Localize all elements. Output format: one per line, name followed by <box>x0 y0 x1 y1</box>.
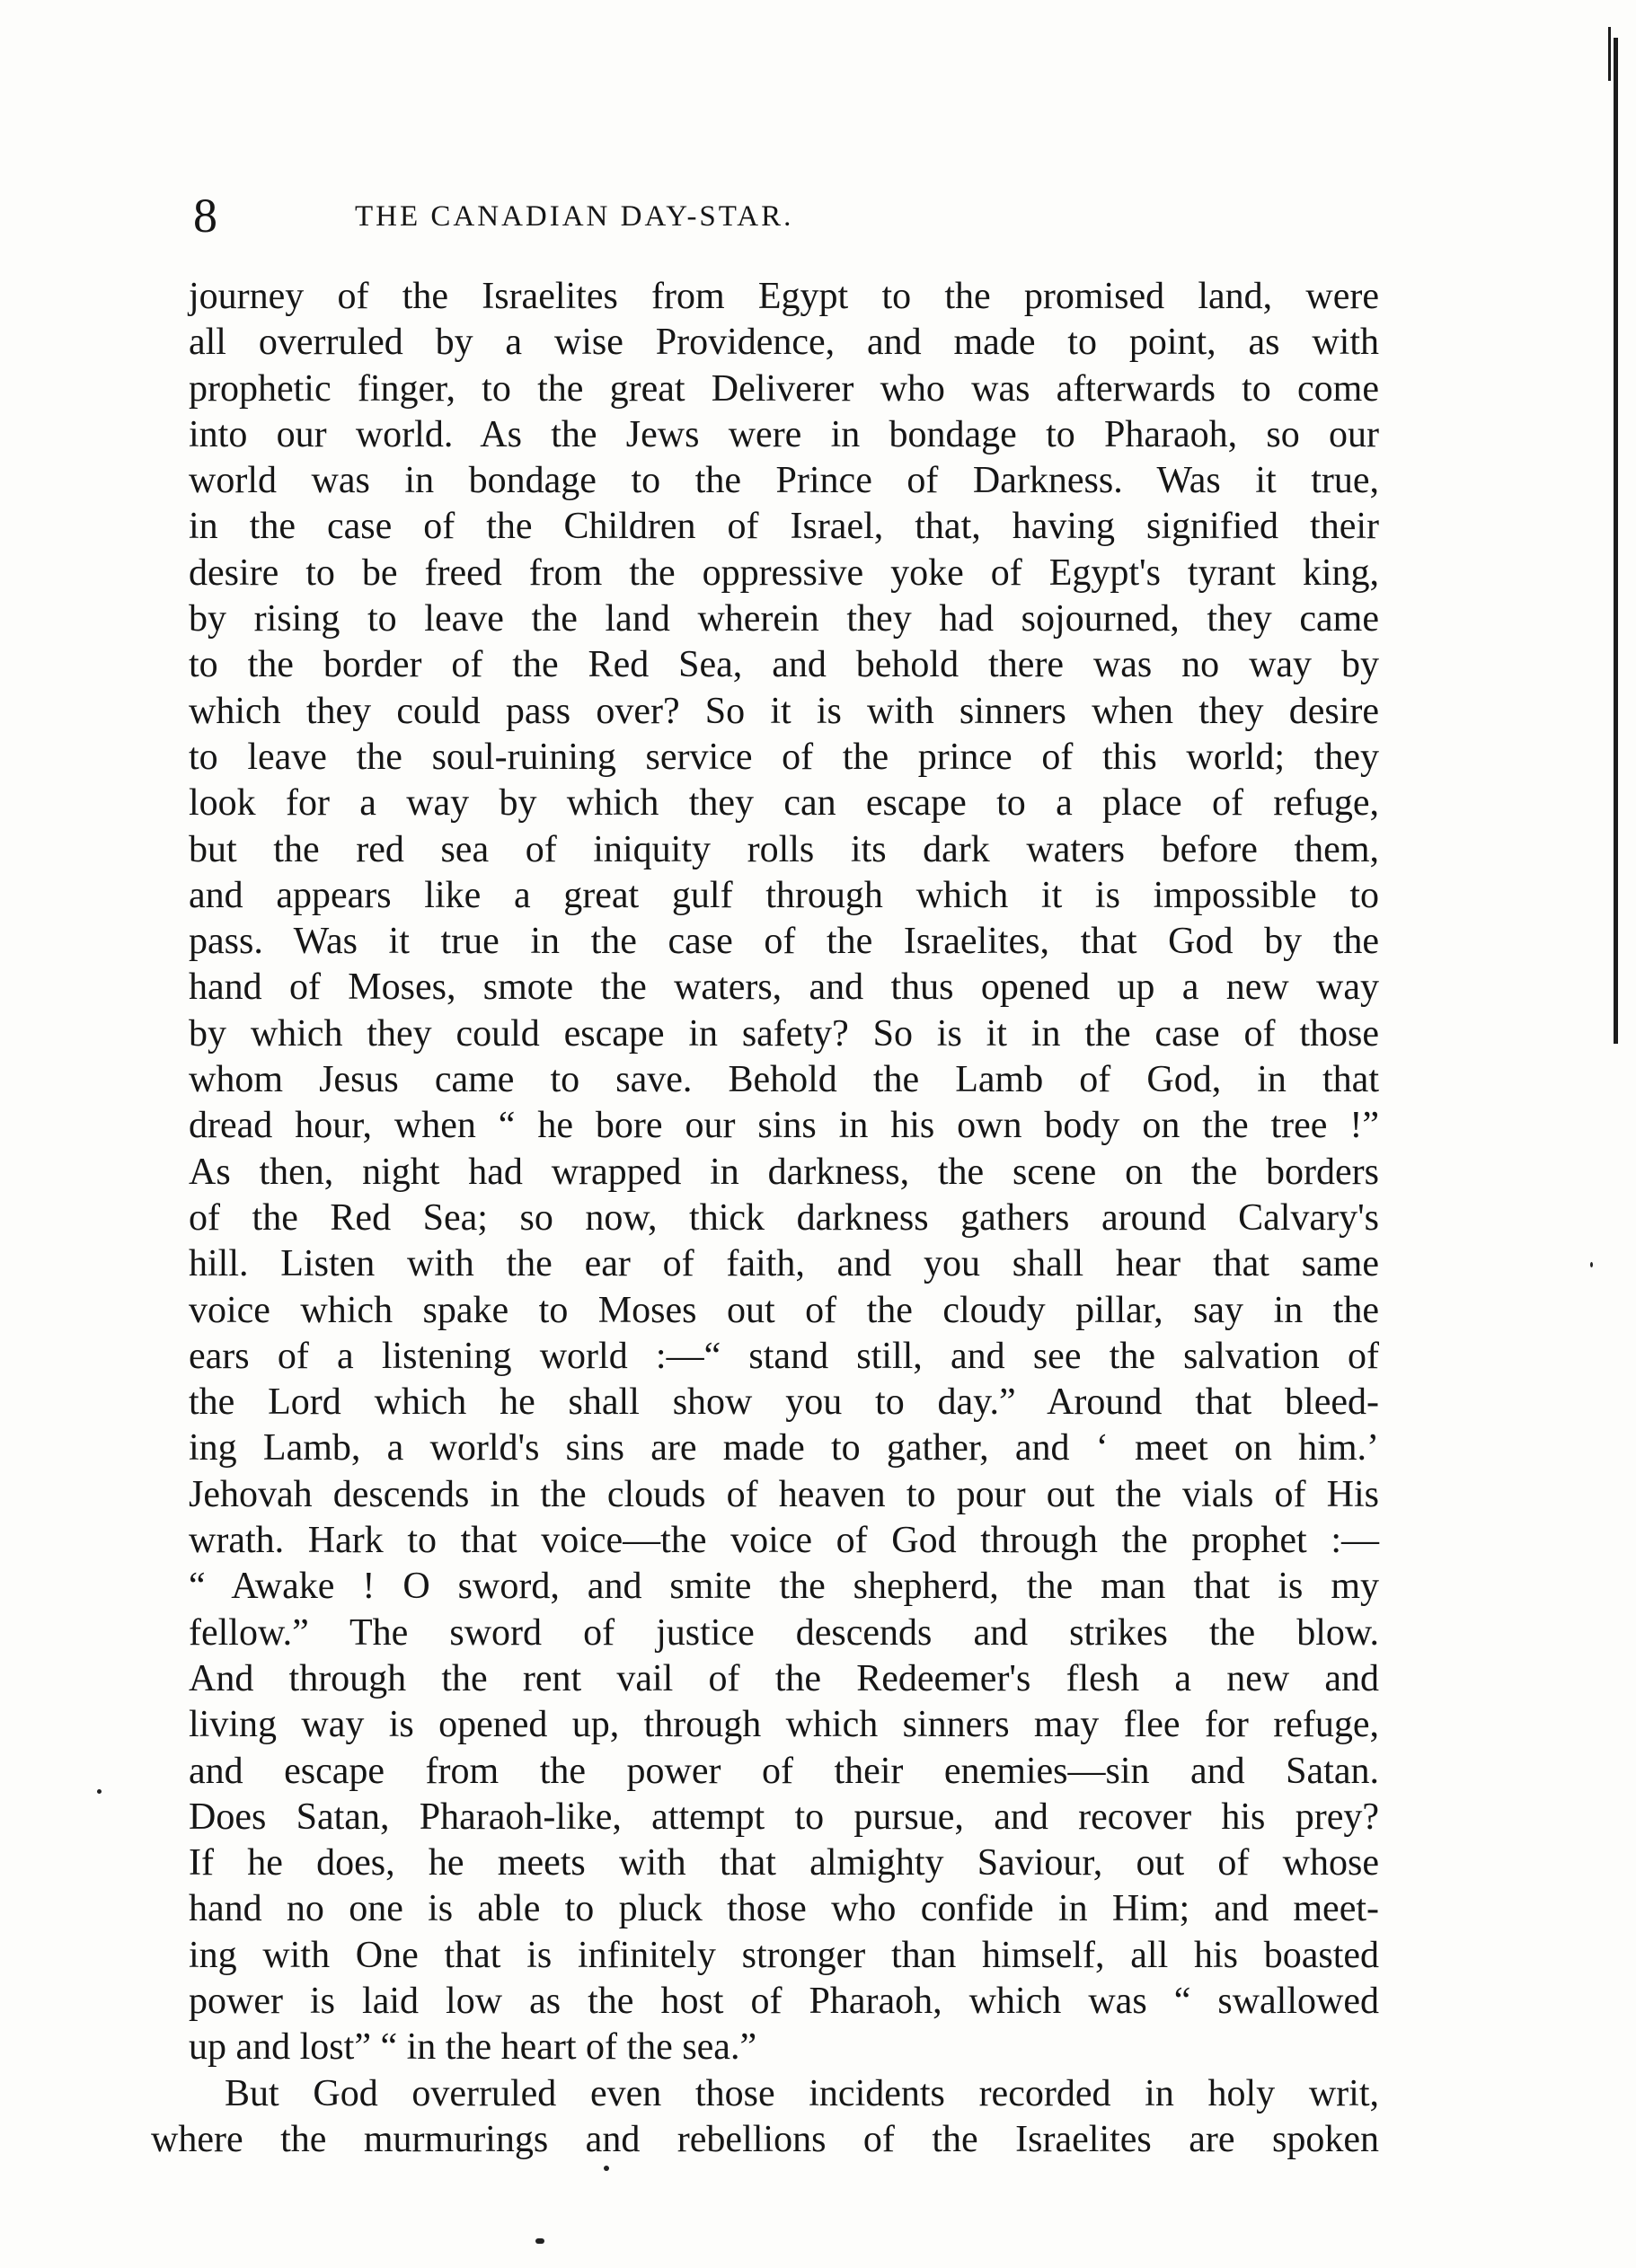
text-line: all overruled by a wise Providence, and made to point, as with <box>189 322 1379 364</box>
page-number: 8 <box>193 189 217 243</box>
text-line: look for a way by which they can escape to a place of refuge, <box>189 782 1379 825</box>
page-edge-rule <box>1614 38 1618 1044</box>
text-line: And through the rent vail of the Redeemer's flesh a new and <box>189 1657 1379 1699</box>
page-edge-mark <box>1608 27 1611 81</box>
text-line: and escape from the power of their enemies—sin and Satan. <box>189 1750 1379 1792</box>
text-line: ing with One that is infinitely stronger than himself, all his boasted <box>189 1934 1379 1976</box>
body-text <box>151 274 1379 2163</box>
text-line: in the case of the Children of Israel, that, having signified their <box>189 506 1379 548</box>
text-line: journey of the Israelites from Egypt to the promised land, were <box>189 276 1379 317</box>
print-speck <box>1590 1262 1593 1267</box>
text-line: “ Awake ! O sword, and smite the shepherd, the man that is my <box>189 1566 1379 1608</box>
running-head <box>193 184 1370 247</box>
text-line: hill. Listen with the ear of faith, and you shall hear that same <box>189 1243 1379 1285</box>
text-line: If he does, he meets with that almighty Saviour, out of whose <box>189 1842 1379 1884</box>
text-line: and appears like a great gulf through which it is impossible to <box>189 874 1379 916</box>
text-line: hand of Moses, smote the waters, and thus opened up a new way <box>189 966 1379 1009</box>
text-line: world was in bondage to the Prince of Darkness. Was it true, <box>189 460 1379 502</box>
text-line: voice which spake to Moses out of the cloudy pillar, say in the <box>189 1289 1379 1331</box>
text-line: by which they could escape in safety? So is it in the case of those <box>189 1012 1379 1055</box>
text-line: fellow.” The sword of justice descends and strikes the blow. <box>189 1611 1379 1654</box>
text-line: pass. Was it true in the case of the Israelites, that God by the <box>189 921 1379 963</box>
text-line: but the red sea of iniquity rolls its dark waters before them, <box>189 828 1379 870</box>
print-speck <box>535 2238 544 2244</box>
text-line: by rising to leave the land wherein they had sojourned, they came <box>189 598 1379 640</box>
text-line: living way is opened up, through which sinners may flee for refuge, <box>189 1704 1379 1746</box>
text-line: Does Satan, Pharaoh-like, attempt to pursue, and recover his prey? <box>189 1796 1379 1838</box>
print-speck <box>97 1789 102 1794</box>
text-line: hand no one is able to pluck those who confide in Him; and meet- <box>189 1888 1379 1930</box>
text-line: ears of a listening world :—“ stand still, and see the salvation of <box>189 1335 1379 1377</box>
text-line: desire to be freed from the oppressive yoke of Egypt's tyrant king, <box>189 552 1379 594</box>
text-line: Jehovah descends in the clouds of heaven to pour out the vials of His <box>189 1473 1379 1515</box>
text-line: power is laid low as the host of Pharaoh, which was “ swallowed <box>189 1980 1379 2022</box>
text-line: to leave the soul-ruining service of the prince of this world; they <box>189 736 1379 778</box>
print-speck <box>604 2166 609 2171</box>
text-line: As then, night had wrapped in darkness, the scene on the borders <box>189 1151 1379 1193</box>
text-line: the Lord which he shall show you to day.” Around that bleed- <box>189 1381 1379 1424</box>
text-line: into our world. As the Jews were in bondage to Pharaoh, so our <box>189 413 1379 455</box>
text-line: whom Jesus came to save. Behold the Lamb of God, in that <box>189 1059 1379 1101</box>
text-line: But God overruled even those incidents recorded in holy writ, <box>225 2072 1379 2114</box>
text-line: which they could pass over? So it is with sinners when they desire <box>189 690 1379 732</box>
text-line: dread hour, when “ he bore our sins in his own body on the tree !” <box>189 1105 1379 1147</box>
text-line: to the border of the Red Sea, and behold there was no way by <box>189 644 1379 686</box>
running-title: THE CANADIAN DAY-STAR. <box>355 200 794 233</box>
text-line: up and lost” “ in the heart of the sea.” <box>189 2026 757 2069</box>
text-line: ing Lamb, a world's sins are made to gather, and ‘ meet on him.’ <box>189 1427 1379 1469</box>
text-line: wrath. Hark to that voice—the voice of God through the prophet :— <box>189 1520 1379 1562</box>
text-line: of the Red Sea; so now, thick darkness gathers around Calvary's <box>189 1196 1379 1239</box>
text-line: where the murmurings and rebellions of the Israelites are spoken <box>151 2118 1379 2160</box>
text-line: prophetic finger, to the great Deliverer who was afterwards to come <box>189 367 1379 410</box>
